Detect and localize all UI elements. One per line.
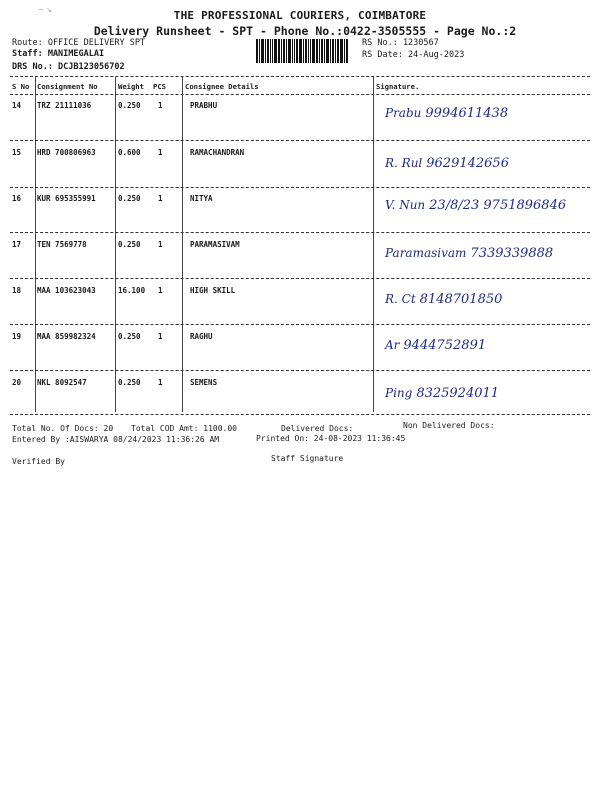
sig-number: 8325924011 xyxy=(416,386,500,401)
sig-number: 9629142656 xyxy=(426,156,509,171)
row-rule xyxy=(10,370,590,371)
row-consignment: TEN 7569778 xyxy=(37,240,87,249)
row-consignee: NITYA xyxy=(190,194,213,203)
total-cod: Total COD Amt: 1100.00 xyxy=(131,424,237,433)
col-consignment-header: Consignment No xyxy=(37,82,98,91)
row-sno: 20 xyxy=(12,378,22,387)
sig-name: Ar xyxy=(385,338,400,352)
sig-number: 7339339888 xyxy=(470,246,554,261)
row-rule xyxy=(10,187,590,188)
row-weight: 0.250 xyxy=(118,240,141,249)
sig-number: 9994611438 xyxy=(425,106,509,121)
sig-name: Prabu xyxy=(385,106,422,120)
handwritten-signature xyxy=(385,198,566,213)
rs-date: RS Date: 24-Aug-2023 xyxy=(362,50,465,60)
row-sno: 17 xyxy=(12,240,22,249)
rs-number: RS No.: 1230567 xyxy=(362,38,439,48)
barcode-image xyxy=(256,39,356,63)
sig-number: 9444752891 xyxy=(403,338,487,353)
row-pcs: 1 xyxy=(158,194,163,203)
handwritten-signature xyxy=(385,386,499,401)
table-bottom-rule xyxy=(10,414,590,415)
table-top-rule xyxy=(10,76,590,77)
row-rule xyxy=(10,324,590,325)
row-weight: 0.250 xyxy=(118,332,141,341)
row-weight: 0.250 xyxy=(118,194,141,203)
col-divider xyxy=(373,77,374,412)
sig-name: Ping xyxy=(385,386,413,400)
delivered-docs: Delivered Docs: xyxy=(281,424,354,433)
drs-number: DRS No.: DCJB123056702 xyxy=(12,62,125,72)
row-consignee: HIGH SKILL xyxy=(190,286,236,295)
row-pcs: 1 xyxy=(158,148,163,157)
row-sno: 19 xyxy=(12,332,22,341)
row-consignment: MAA 859982324 xyxy=(37,332,96,341)
col-pcs-header: PCS xyxy=(153,82,166,91)
row-rule xyxy=(10,278,590,279)
col-divider xyxy=(115,77,116,412)
printed-on: Printed On: 24-08-2023 11:36:45 xyxy=(256,434,406,443)
row-rule xyxy=(10,140,590,141)
sig-name: R. Rul xyxy=(385,156,423,170)
row-weight: 0.250 xyxy=(118,378,141,387)
row-pcs: 1 xyxy=(158,378,163,387)
sig-number: 8148701850 xyxy=(419,292,503,307)
row-consignee: RAGHU xyxy=(190,332,213,341)
col-sno-header: S No xyxy=(12,82,30,91)
row-consignment: KUR 695355991 xyxy=(37,194,96,203)
row-consignee: SEMENS xyxy=(190,378,218,387)
row-consignment: NKL 8092547 xyxy=(37,378,87,387)
sig-name: Paramasivam xyxy=(385,246,467,260)
handwritten-signature xyxy=(385,156,509,171)
row-rule xyxy=(10,232,590,233)
row-sno: 18 xyxy=(12,286,22,295)
row-pcs: 1 xyxy=(158,240,163,249)
route-label: Route: OFFICE DELIVERY SPT xyxy=(12,38,146,48)
total-docs: Total No. Of Docs: 20 xyxy=(12,424,114,433)
row-pcs: 1 xyxy=(158,101,163,110)
col-weight-header: Weight xyxy=(118,82,144,91)
row-consignee: PRABHU xyxy=(190,101,218,110)
handwritten-signature xyxy=(385,292,502,307)
col-consignee-header: Consignee Details xyxy=(185,82,259,91)
row-consignment: MAA 103623043 xyxy=(37,286,96,295)
row-weight: 0.250 xyxy=(118,101,141,110)
entered-by: Entered By :AISWARYA 08/24/2023 11:36:26 AM xyxy=(12,435,220,444)
verified-by: Verified By xyxy=(12,457,65,466)
row-sno: 14 xyxy=(12,101,22,110)
sig-name: R. Ct xyxy=(385,292,416,306)
row-sno: 16 xyxy=(12,194,22,203)
margin-scribble: ~ ↘ xyxy=(38,6,52,14)
header-bottom-rule xyxy=(10,94,590,95)
handwritten-signature xyxy=(385,246,553,261)
row-consignee: RAMACHANDRAN xyxy=(190,148,245,157)
handwritten-signature xyxy=(385,338,486,353)
sig-name: V. Nun xyxy=(385,198,426,212)
row-consignee: PARAMASIVAM xyxy=(190,240,240,249)
col-divider xyxy=(182,77,183,412)
col-divider xyxy=(35,77,36,412)
col-signature-header: Signature. xyxy=(376,82,420,91)
row-pcs: 1 xyxy=(158,286,163,295)
row-weight: 16.100 xyxy=(118,286,146,295)
row-pcs: 1 xyxy=(158,332,163,341)
staff-signature: Staff Signature xyxy=(271,454,344,463)
row-sno: 15 xyxy=(12,148,22,157)
row-consignment: HRD 700806963 xyxy=(37,148,96,157)
company-title: THE PROFESSIONAL COURIERS, COIMBATORE xyxy=(173,9,427,22)
staff-label: Staff: MANIMEGALAI xyxy=(12,49,105,59)
row-consignment: TRZ 21111036 xyxy=(37,101,92,110)
row-weight: 0.600 xyxy=(118,148,141,157)
non-delivered-docs: Non Delivered Docs: xyxy=(403,421,495,430)
sig-number: 23/8/23 9751896846 xyxy=(429,198,567,213)
handwritten-signature xyxy=(385,106,508,121)
runsheet-subtitle: Delivery Runsheet - SPT - Phone No.:0422-3505555 - Page No.:2 xyxy=(93,24,517,38)
